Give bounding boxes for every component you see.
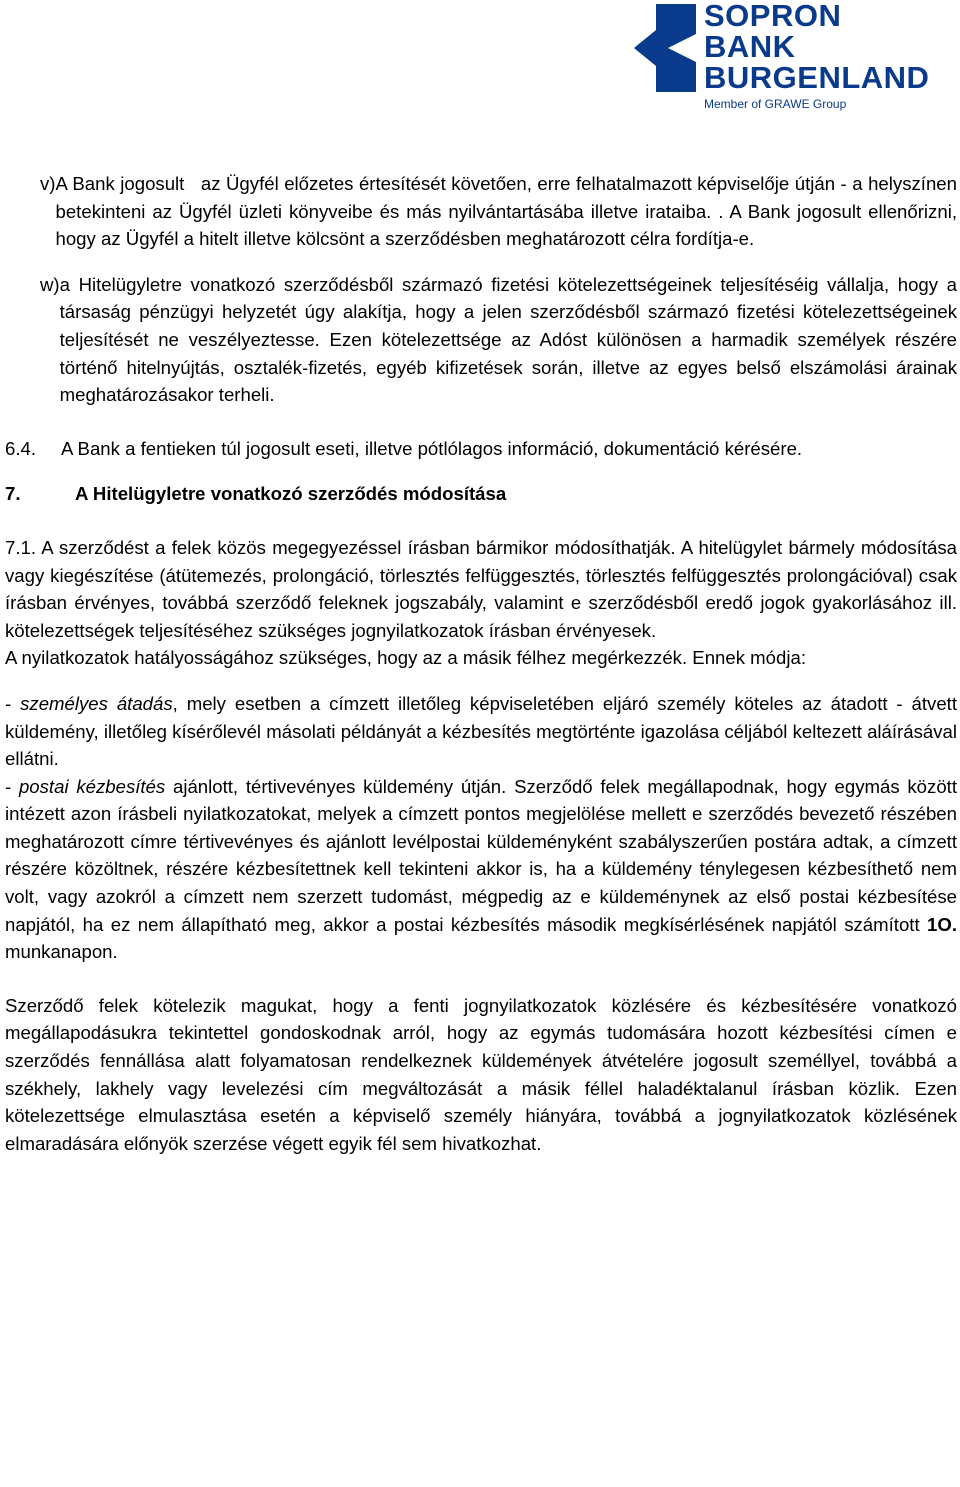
document-body: [5, 170, 957, 1157]
item-w-label: w): [40, 273, 60, 295]
delivery-method-postal: [5, 773, 957, 966]
delivery-method-personal: [5, 690, 957, 773]
section-7-1-paragraph: 7.1. A szerződést a felek közös megegyezéssel írásban bármikor módosíthatják. A hitelügylet bármely módosítása vagy kiegészítése (átütemezés, prolongáció, törlesztés felfüggesztés, törlesztés felfüggesztés prolongációval) csak írásban érvényes, továbbá szerződő feleknek jogszabály, valamint e szerződésből eredő jogok gyakorlásához ill. kötelezettségek teljesítéséhez szükséges jognyilatkozatok írásban érvényesek.: [5, 536, 957, 641]
final-paragraph: Szerződő felek kötelezik magukat, hogy a fenti jognyilatkozatok közlésére és kézbesítésére vonatkozó megállapodásukra tekintettel gondoskodnak arról, hogy az egymás tudomására hozott kézbesítési címen e szerződés fennállása alatt folyamatosan rendelkeznek küldemények átvételére jogosult személlyel, továbbá a székhely, lakhely vagy levelezési cím megváltozását a másik féllel haladéktalanul írásban közlik. Ezen kötelezettsége elmulasztása esetén a képviselő személy hiányára, továbbá a jognyilatkozatok közlésének elmaradására előnyök szerzése végett egyik fél sem hivatkozhat.: [5, 994, 957, 1154]
item-v-label: v): [40, 173, 56, 194]
logo-line-2: BANK: [704, 29, 796, 64]
sopron-bank-logo-mark-icon: [606, 4, 696, 92]
item-w-text: a Hitelügyletre vonatkozó szerződésből származó fizetési kötelezettségeinek teljesítéséig vállalja, hogy a társaság pénzügyi helyzetét úgy alakítja, hogy a jelen szerződésből származó fizetési kötelezettségeinek teljesítését ne veszélyeztesse. Ezen kötelezettsége az Adóst különösen a harmadik személyek részére történő hitelnyújtás, osztalék-fizetés, egyéb kifizetések során, illetve az egyes belső elszámolási árainak meghatározásakor terheli.: [59, 273, 957, 406]
section-7-number: 7.: [5, 483, 21, 505]
bank-logo: [606, 0, 936, 118]
dash: -: [5, 775, 19, 797]
section-7-title: A Hitelügyletre vonatkozó szerződés módosítása: [75, 483, 507, 505]
section-6-4-text: A Bank a fentieken túl jogosult eseti, illetve pótlólagos információ, dokumentáció kérésére.: [61, 437, 803, 459]
logo-text: [704, 0, 929, 112]
section-7-heading: [5, 480, 957, 508]
section-7-1-notice-paragraph: A nyilatkozatok hatályosságához szükséges, hogy az a másik félhez megérkezzék. Ennek módja:: [5, 647, 806, 669]
logo-member-text: Member of GRAWE Group: [704, 97, 847, 111]
item-w: [5, 271, 957, 409]
personal-delivery-term: személyes átadás: [20, 692, 173, 714]
postal-delivery-term: postai kézbesítés: [18, 775, 166, 797]
postal-delivery-text: ajánlott, tértivevényes küldemény útján. Szerződő felek megállapodnak, hogy egymás között intézett azon írásbeli nyilatkozatokat, melyek a címzett pontos megjelölése mellett e szerződés bevezető részében meghatározott címre tértivevényes és ajánlott levélpostai küldeményként szabályszerűen postára adtak, a címzett részére közöltnek, részére kézbesítettnek kell tekinteni akkor is, ha a küldemény ténylegesen kézbesíthető nem volt, vagy azokról a címzett nem szerzett tudomást, mégpedig az e küldeménynek az első postai kézbesítése napjától, ha ez nem állapítható meg, akkor a postai kézbesítés második megkísérlésének napjától számított: [5, 775, 957, 935]
logo-line-1: SOPRON: [704, 0, 842, 33]
working-days-count: 1O.: [927, 913, 957, 935]
item-v-text: A Bank jogosult az Ügyfél előzetes értesítését követően, erre felhatalmazott képviselője útján - a helyszínen betekinteni az Ügyfél üzleti könyveibe és más nyilvántartásába illetve irataiba. . A Bank jogosult ellenőrizni, hogy az Ügyfél a hitelt illetve kölcsönt a szerződésben meghatározott célra fordítja-e.: [55, 173, 957, 250]
dash: -: [5, 692, 21, 714]
personal-delivery-text: , mely esetben a címzett illetőleg képviseletében eljáró személy köteles az átadott - átvett küldemény, illetőleg kísérőlevél másolati példányát a kézbesítés megtörténte igazolása céljából keltezett aláírásával ellátni.: [5, 692, 957, 770]
section-6-4-label: 6.4.: [5, 437, 37, 459]
postal-delivery-end: munkanapon.: [5, 941, 118, 963]
item-v: [5, 170, 957, 253]
section-6-4: [5, 435, 957, 463]
logo-line-3: BURGENLAND: [704, 60, 930, 95]
